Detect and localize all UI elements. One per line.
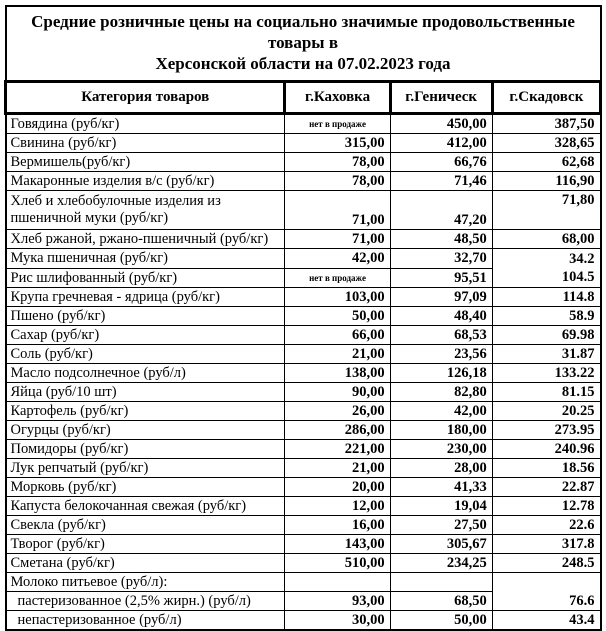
price-cell: 114.8 bbox=[492, 288, 600, 307]
price-cell: 68,00 bbox=[492, 230, 600, 249]
column-header-row bbox=[6, 82, 601, 114]
price-cell: 43.4 bbox=[492, 611, 600, 631]
category-cell: Хлеб и хлебобулочные изделия из пшеничной муки (руб/кг) bbox=[6, 191, 285, 230]
price-cell: 32,70 bbox=[390, 249, 492, 269]
table-row bbox=[6, 554, 601, 573]
column-header-category: Категория товаров bbox=[6, 82, 285, 114]
table-row bbox=[6, 364, 601, 383]
category-cell: Картофель (руб/кг) bbox=[6, 402, 285, 421]
title-line-1: Средние розничные цены на социально значимые продовольственные товары в bbox=[31, 12, 575, 52]
category-cell: Молоко питьевое (руб/л): bbox=[6, 573, 285, 592]
price-cell: 76.6 bbox=[492, 573, 600, 611]
price-cell: 305,67 bbox=[390, 535, 492, 554]
table-body bbox=[6, 114, 601, 631]
table-row bbox=[6, 307, 601, 326]
price-cell: 230,00 bbox=[390, 440, 492, 459]
price-cell: 180,00 bbox=[390, 421, 492, 440]
price-cell: 21,00 bbox=[285, 459, 390, 478]
table-row bbox=[6, 326, 601, 345]
price-cell: 31.87 bbox=[492, 345, 600, 364]
price-cell: 387,50 bbox=[492, 114, 600, 134]
price-cell: 286,00 bbox=[285, 421, 390, 440]
table-row bbox=[6, 611, 601, 631]
price-cell: 18.56 bbox=[492, 459, 600, 478]
price-cell: 71,80 bbox=[492, 191, 600, 230]
price-cell: 71,00 bbox=[285, 191, 390, 230]
not-available-cell: нет в продаже bbox=[285, 114, 390, 134]
price-cell: 12.78 bbox=[492, 497, 600, 516]
price-cell: 28,00 bbox=[390, 459, 492, 478]
table-row bbox=[6, 421, 601, 440]
table-row bbox=[6, 345, 601, 364]
price-cell: 68,53 bbox=[390, 326, 492, 345]
category-cell: Лук репчатый (руб/кг) bbox=[6, 459, 285, 478]
price-cell bbox=[285, 573, 390, 592]
price-cell: 71,46 bbox=[390, 172, 492, 191]
category-cell: Творог (руб/кг) bbox=[6, 535, 285, 554]
price-cell bbox=[390, 573, 492, 592]
price-cell: 68,50 bbox=[390, 592, 492, 611]
price-cell: 95,51 bbox=[390, 268, 492, 288]
price-cell: 133.22 bbox=[492, 364, 600, 383]
price-cell: 315,00 bbox=[285, 134, 390, 153]
price-cell: 20.25 bbox=[492, 402, 600, 421]
price-cell: 82,80 bbox=[390, 383, 492, 402]
category-cell: пастеризованное (2,5% жирн.) (руб/л) bbox=[6, 592, 285, 611]
price-line: 34.2 bbox=[569, 251, 595, 267]
price-cell: 42,00 bbox=[285, 249, 390, 269]
column-header-genichesk: г.Геническ bbox=[390, 82, 492, 114]
table-row bbox=[6, 573, 601, 592]
category-cell: Помидоры (руб/кг) bbox=[6, 440, 285, 459]
category-cell: Яйца (руб/10 шт) bbox=[6, 383, 285, 402]
category-cell: Сметана (руб/кг) bbox=[6, 554, 285, 573]
price-cell bbox=[492, 249, 600, 288]
price-line: 104.5 bbox=[561, 269, 595, 285]
price-cell: 273.95 bbox=[492, 421, 600, 440]
price-cell: 48,50 bbox=[390, 230, 492, 249]
category-cell: Свекла (руб/кг) bbox=[6, 516, 285, 535]
table-row bbox=[6, 230, 601, 249]
table-row bbox=[6, 249, 601, 269]
price-cell: 248.5 bbox=[492, 554, 600, 573]
price-cell: 412,00 bbox=[390, 134, 492, 153]
price-cell: 22.87 bbox=[492, 478, 600, 497]
category-cell: Свинина (руб/кг) bbox=[6, 134, 285, 153]
category-cell: Морковь (руб/кг) bbox=[6, 478, 285, 497]
price-cell: 62,68 bbox=[492, 153, 600, 172]
price-cell: 317.8 bbox=[492, 535, 600, 554]
price-cell: 90,00 bbox=[285, 383, 390, 402]
category-cell: непастеризованное (руб/л) bbox=[6, 611, 285, 631]
price-table bbox=[4, 5, 602, 631]
table-row bbox=[6, 172, 601, 191]
price-cell: 20,00 bbox=[285, 478, 390, 497]
price-cell: 510,00 bbox=[285, 554, 390, 573]
price-cell: 138,00 bbox=[285, 364, 390, 383]
table-row bbox=[6, 478, 601, 497]
category-cell: Хлеб ржаной, ржано-пшеничный (руб/кг) bbox=[6, 230, 285, 249]
table-title bbox=[6, 6, 601, 82]
table-row bbox=[6, 114, 601, 134]
price-cell: 328,65 bbox=[492, 134, 600, 153]
price-cell: 450,00 bbox=[390, 114, 492, 134]
price-cell: 97,09 bbox=[390, 288, 492, 307]
price-cell: 93,00 bbox=[285, 592, 390, 611]
price-cell: 66,76 bbox=[390, 153, 492, 172]
category-cell: Сахар (руб/кг) bbox=[6, 326, 285, 345]
price-cell: 50,00 bbox=[285, 307, 390, 326]
table-row bbox=[6, 535, 601, 554]
category-cell: Крупа гречневая - ядрица (руб/кг) bbox=[6, 288, 285, 307]
price-cell: 26,00 bbox=[285, 402, 390, 421]
price-cell: 48,40 bbox=[390, 307, 492, 326]
price-cell: 221,00 bbox=[285, 440, 390, 459]
price-cell: 58.9 bbox=[492, 307, 600, 326]
column-header-skadovsk: г.Скадовск bbox=[492, 82, 600, 114]
category-cell: Соль (руб/кг) bbox=[6, 345, 285, 364]
title-line-2: Херсонской области на 07.02.2023 года bbox=[155, 54, 451, 73]
table-row bbox=[6, 459, 601, 478]
price-cell: 50,00 bbox=[390, 611, 492, 631]
table-row bbox=[6, 516, 601, 535]
category-cell: Вермишель(руб/кг) bbox=[6, 153, 285, 172]
table-row bbox=[6, 134, 601, 153]
table-row bbox=[6, 440, 601, 459]
table-row bbox=[6, 402, 601, 421]
table-row bbox=[6, 288, 601, 307]
price-cell: 47,20 bbox=[390, 191, 492, 230]
price-cell: 126,18 bbox=[390, 364, 492, 383]
price-cell: 41,33 bbox=[390, 478, 492, 497]
price-cell: 103,00 bbox=[285, 288, 390, 307]
price-cell: 240.96 bbox=[492, 440, 600, 459]
table-row bbox=[6, 191, 601, 230]
price-cell: 27,50 bbox=[390, 516, 492, 535]
title-row bbox=[6, 6, 601, 82]
table-row bbox=[6, 153, 601, 172]
price-cell: 30,00 bbox=[285, 611, 390, 631]
price-cell: 116,90 bbox=[492, 172, 600, 191]
category-cell: Мука пшеничная (руб/кг) bbox=[6, 249, 285, 269]
price-cell: 78,00 bbox=[285, 153, 390, 172]
category-cell: Огурцы (руб/кг) bbox=[6, 421, 285, 440]
price-cell: 22.6 bbox=[492, 516, 600, 535]
price-cell: 19,04 bbox=[390, 497, 492, 516]
category-cell: Рис шлифованный (руб/кг) bbox=[6, 268, 285, 288]
category-cell: Капуста белокочанная свежая (руб/кг) bbox=[6, 497, 285, 516]
category-cell: Говядина (руб/кг) bbox=[6, 114, 285, 134]
price-cell: 16,00 bbox=[285, 516, 390, 535]
price-cell: 21,00 bbox=[285, 345, 390, 364]
price-cell: 12,00 bbox=[285, 497, 390, 516]
price-cell: 23,56 bbox=[390, 345, 492, 364]
table-row bbox=[6, 497, 601, 516]
column-header-kakhovka: г.Каховка bbox=[285, 82, 390, 114]
category-cell: Пшено (руб/кг) bbox=[6, 307, 285, 326]
price-cell: 71,00 bbox=[285, 230, 390, 249]
category-cell: Макаронные изделия в/с (руб/кг) bbox=[6, 172, 285, 191]
not-available-cell: нет в продаже bbox=[285, 268, 390, 288]
price-cell: 69.98 bbox=[492, 326, 600, 345]
price-cell: 42,00 bbox=[390, 402, 492, 421]
price-cell: 143,00 bbox=[285, 535, 390, 554]
price-cell: 81.15 bbox=[492, 383, 600, 402]
price-cell: 234,25 bbox=[390, 554, 492, 573]
price-cell: 78,00 bbox=[285, 172, 390, 191]
price-cell: 66,00 bbox=[285, 326, 390, 345]
category-cell: Масло подсолнечное (руб/л) bbox=[6, 364, 285, 383]
table-row bbox=[6, 383, 601, 402]
